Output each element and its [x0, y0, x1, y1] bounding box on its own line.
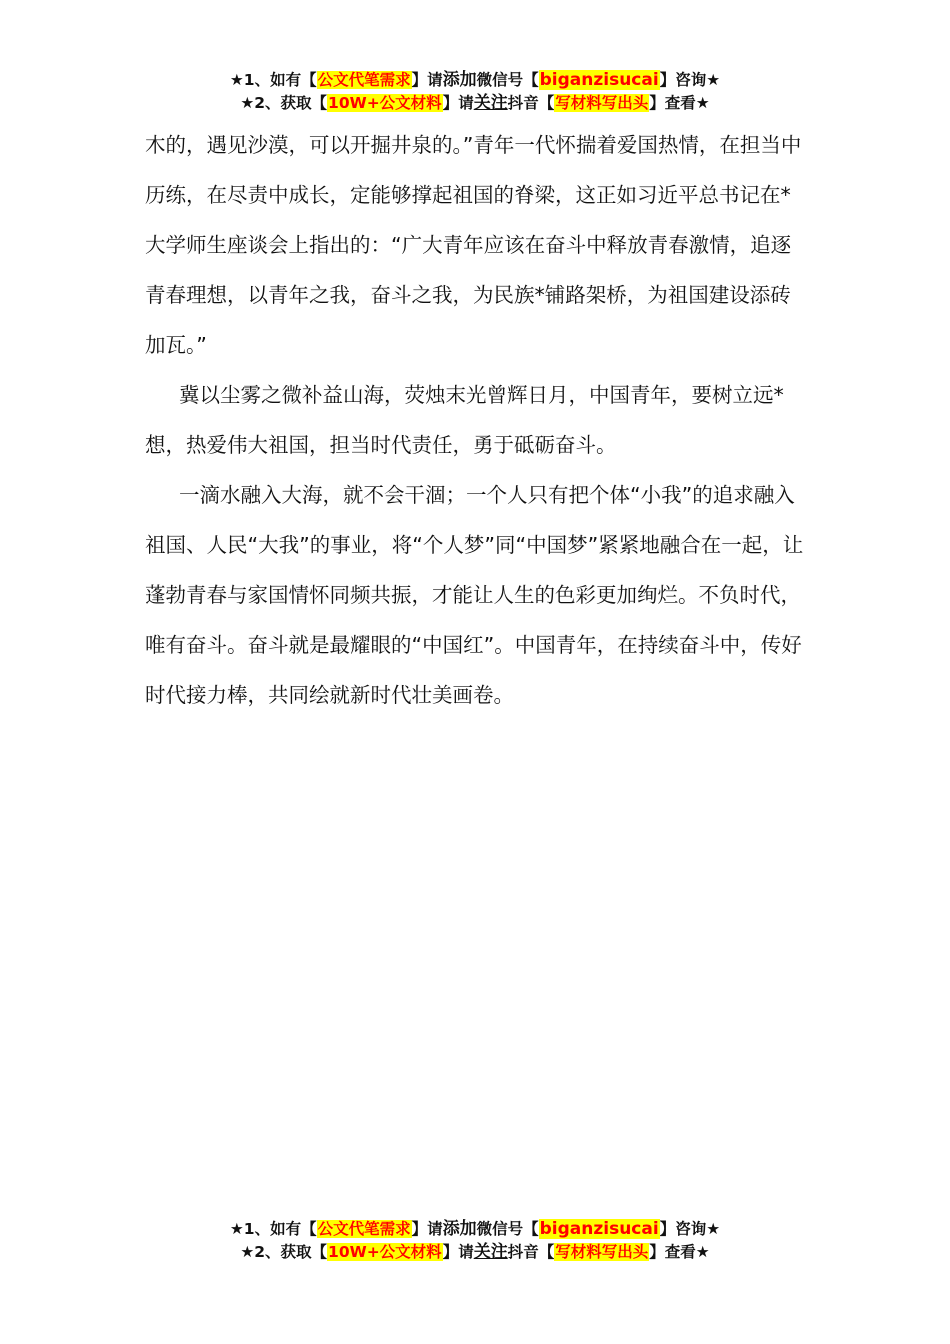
header-ad-line-1 — [0, 69, 950, 92]
ad-text: 】查看★ — [649, 1243, 710, 1261]
footer-ad-line-1 — [0, 1218, 950, 1241]
ad-text: ★1、如有【 — [229, 71, 317, 89]
ad-text: 抖音【 — [507, 94, 555, 112]
ad-text: 微信号【 — [476, 1220, 539, 1238]
ad-emphasis: 关注 — [473, 1242, 508, 1262]
ad-text: 】咨询★ — [659, 71, 721, 89]
document-body — [145, 120, 810, 720]
ad-text: 】查看★ — [649, 94, 710, 112]
ad-highlight-douyin: 写材料写出头 — [555, 1243, 649, 1261]
ad-text: 微信号【 — [476, 71, 539, 89]
ad-text: 】请 — [442, 94, 474, 112]
ad-highlight-service: 公文代笔需求 — [317, 71, 411, 89]
ad-highlight-wechat-id: biganzisucai — [539, 1219, 659, 1239]
ad-highlight-materials: 10W+公文材料 — [328, 1243, 442, 1261]
ad-highlight-materials: 10W+公文材料 — [328, 94, 442, 112]
ad-text: 】请 — [411, 1220, 443, 1238]
ad-text: 抖音【 — [507, 1243, 555, 1261]
paragraph-2: 冀以尘雾之微补益山海，荧烛末光曾辉日月，中国青年，要树立远*想，热爱伟大祖国，担当时代责任，勇于砥砺奋斗。 — [145, 383, 784, 457]
ad-text: ★1、如有【 — [229, 1220, 317, 1238]
paragraph-1: 木的，遇见沙漠，可以开掘井泉的。”青年一代怀揣着爱国热情，在担当中历练，在尽责中成长，定能够撑起祖国的脊梁，这正如习近平总书记在*大学师生座谈会上指出的：“广大青年应该在奋斗中释放青春激情，追逐青春理想，以青年之我，奋斗之我，为民族*铺路架桥，为祖国建设添砖加瓦。” — [145, 133, 802, 357]
ad-text: 】请 — [442, 1243, 474, 1261]
ad-highlight-douyin: 写材料写出头 — [555, 94, 649, 112]
paragraph-3: 一滴水融入大海，就不会干涸；一个人只有把个体“小我”的追求融入祖国、人民“大我”的事业，将“个人梦”同“中国梦”紧紧地融合在一起，让蓬勃青春与家国情怀同频共振，才能让人生的色彩更加绚烂。不负时代，唯有奋斗。奋斗就是最耀眼的“中国红”。中国青年，在持续奋斗中，传好时代接力棒，共同绘就新时代壮美画卷。 — [145, 483, 804, 707]
ad-text: ★2、获取【 — [240, 94, 328, 112]
header-ad — [0, 69, 950, 115]
ad-text: 】咨询★ — [659, 1220, 721, 1238]
ad-highlight-service: 公文代笔需求 — [317, 1220, 411, 1238]
ad-text: 】请 — [411, 71, 443, 89]
ad-emphasis: 添加 — [442, 70, 477, 90]
ad-emphasis: 添加 — [442, 1219, 477, 1239]
header-ad-line-2 — [0, 92, 950, 115]
ad-text: ★2、获取【 — [240, 1243, 328, 1261]
ad-emphasis: 关注 — [473, 93, 508, 113]
footer-ad — [0, 1218, 950, 1264]
footer-ad-line-2 — [0, 1241, 950, 1264]
ad-highlight-wechat-id: biganzisucai — [539, 70, 659, 90]
